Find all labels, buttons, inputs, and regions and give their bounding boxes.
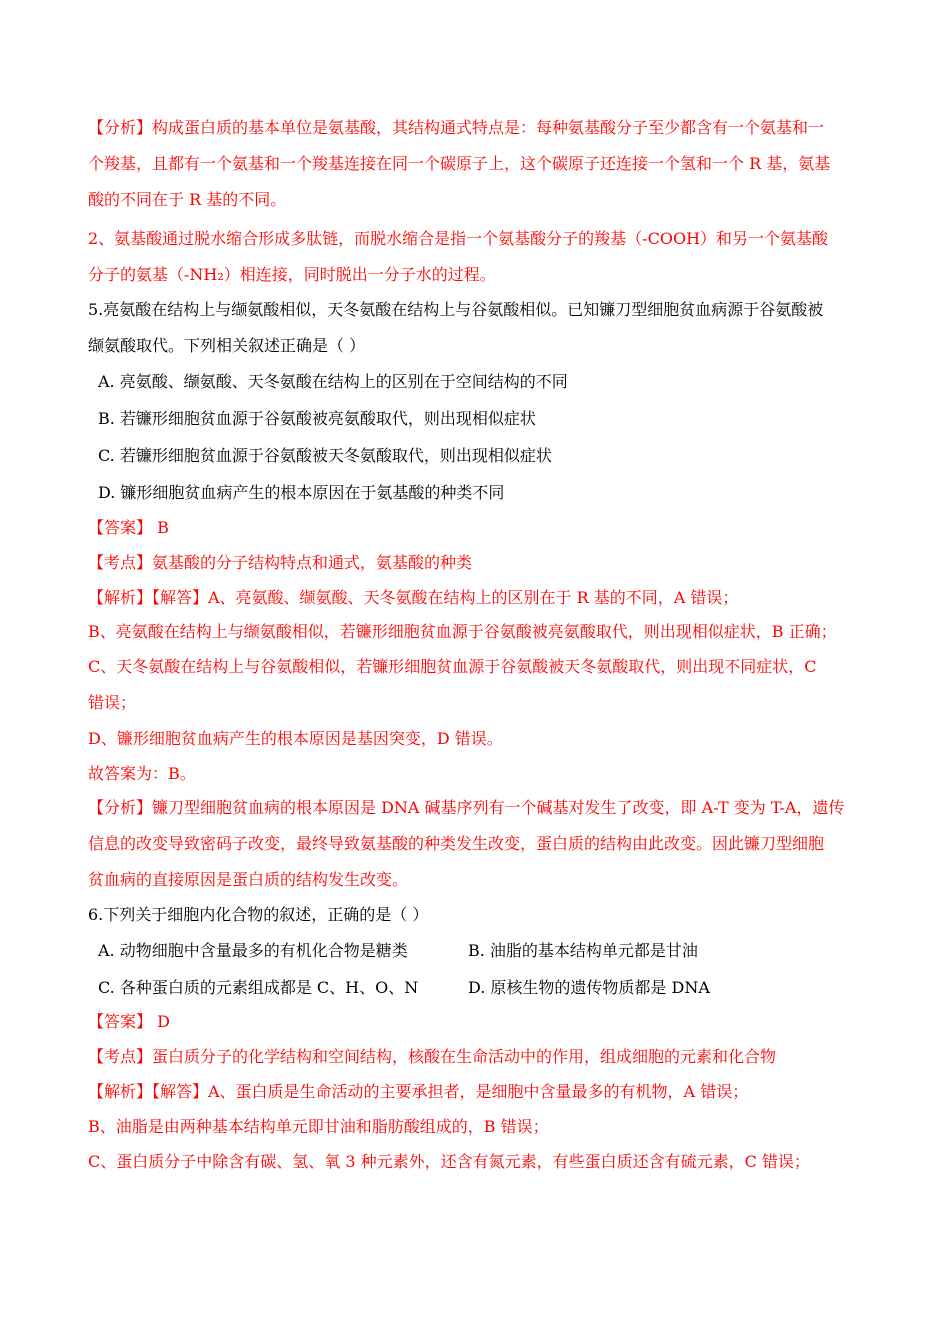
q6-jiexi-line-2: B、油脂是由两种基本结构单元即甘油和脂肪酸组成的，B 错误； <box>88 1117 549 1136</box>
q5-final-answer: 故答案为：B。 <box>88 764 196 783</box>
analysis1-line-4: 2、氨基酸通过脱水缩合形成多肽链，而脱水缩合是指一个氨基酸分子的羧基（-COOH）和另一个氨基酸 <box>88 229 829 248</box>
q5-option-d: D. 镰形细胞贫血病产生的根本原因在于氨基酸的种类不同 <box>98 483 505 502</box>
q5-fenxi-line-3: 贫血病的直接原因是蛋白质的结构发生改变。 <box>88 870 409 889</box>
analysis1-line-1: 【分析】构成蛋白质的基本单位是氨基酸，其结构通式特点是：每种氨基酸分子至少都含有一个氨基和一 <box>88 118 825 137</box>
q6-answer: 【答案】 D <box>88 1012 170 1031</box>
q5-answer: 【答案】 B <box>88 518 169 537</box>
q6-stem: 6.下列关于细胞内化合物的叙述，正确的是（ ） <box>88 905 429 924</box>
q6-kaodian: 【考点】蛋白质分子的化学结构和空间结构，核酸在生命活动中的作用，组成细胞的元素和化合物 <box>88 1047 777 1066</box>
q5-kaodian: 【考点】氨基酸的分子结构特点和通式，氨基酸的种类 <box>88 553 473 572</box>
q5-fenxi-line-1: 【分析】镰刀型细胞贫血病的根本原因是 DNA 碱基序列有一个碱基对发生了改变，即 A-T 变为 T-A，遗传 <box>88 798 845 817</box>
q5-jiexi-line-5: D、镰形细胞贫血病产生的根本原因是基因突变，D 错误。 <box>88 729 503 748</box>
analysis1-line-5: 分子的氨基（-NH₂）相连接，同时脱出一分子水的过程。 <box>88 265 496 284</box>
q6-option-b: B. 油脂的基本结构单元都是甘油 <box>468 941 698 960</box>
q6-option-d: D. 原核生物的遗传物质都是 DNA <box>468 978 710 997</box>
analysis1-line-3: 酸的不同在于 R 基的不同。 <box>88 190 287 209</box>
q5-jiexi-line-2: B、亮氨酸在结构上与缬氨酸相似，若镰形细胞贫血源于谷氨酸被亮氨酸取代，则出现相似症状，B 正确； <box>88 622 837 641</box>
q6-option-c: C. 各种蛋白质的元素组成都是 C、H、O、N <box>98 978 419 997</box>
q6-option-a: A. 动物细胞中含量最多的有机化合物是糖类 <box>98 941 408 960</box>
q5-jiexi-line-4: 错误； <box>88 693 137 712</box>
q5-option-a: A. 亮氨酸、缬氨酸、天冬氨酸在结构上的区别在于空间结构的不同 <box>98 372 568 391</box>
q5-option-b: B. 若镰形细胞贫血源于谷氨酸被亮氨酸取代，则出现相似症状 <box>98 409 536 428</box>
q5-stem-line-2: 缬氨酸取代。下列相关叙述正确是（ ） <box>88 336 366 355</box>
q5-stem-line-1: 5.亮氨酸在结构上与缬氨酸相似，天冬氨酸在结构上与谷氨酸相似。已知镰刀型细胞贫血病源于谷氨酸被 <box>88 300 824 319</box>
q6-jiexi-line-3: C、蛋白质分子中除含有碳、氢、氧 3 种元素外，还含有氮元素，有些蛋白质还含有硫元素，C 错误； <box>88 1152 810 1171</box>
q5-fenxi-line-2: 信息的改变导致密码子改变，最终导致氨基酸的种类发生改变，蛋白质的结构由此改变。因此镰刀型细胞 <box>88 834 825 853</box>
q5-jiexi-line-1: 【解析】【解答】A、亮氨酸、缬氨酸、天冬氨酸在结构上的区别在于 R 基的不同，A 错误； <box>88 588 739 607</box>
q5-option-c: C. 若镰形细胞贫血源于谷氨酸被天冬氨酸取代，则出现相似症状 <box>98 446 552 465</box>
q6-jiexi-line-1: 【解析】【解答】A、蛋白质是生命活动的主要承担者，是细胞中含量最多的有机物，A 错误； <box>88 1082 749 1101</box>
analysis1-line-2: 个羧基，且都有一个氨基和一个羧基连接在同一个碳原子上，这个碳原子还连接一个氢和一个 R 基，氨基 <box>88 154 831 173</box>
q5-jiexi-line-3: C、天冬氨酸在结构上与谷氨酸相似，若镰形细胞贫血源于谷氨酸被天冬氨酸取代，则出现不同症状，C <box>88 657 817 676</box>
